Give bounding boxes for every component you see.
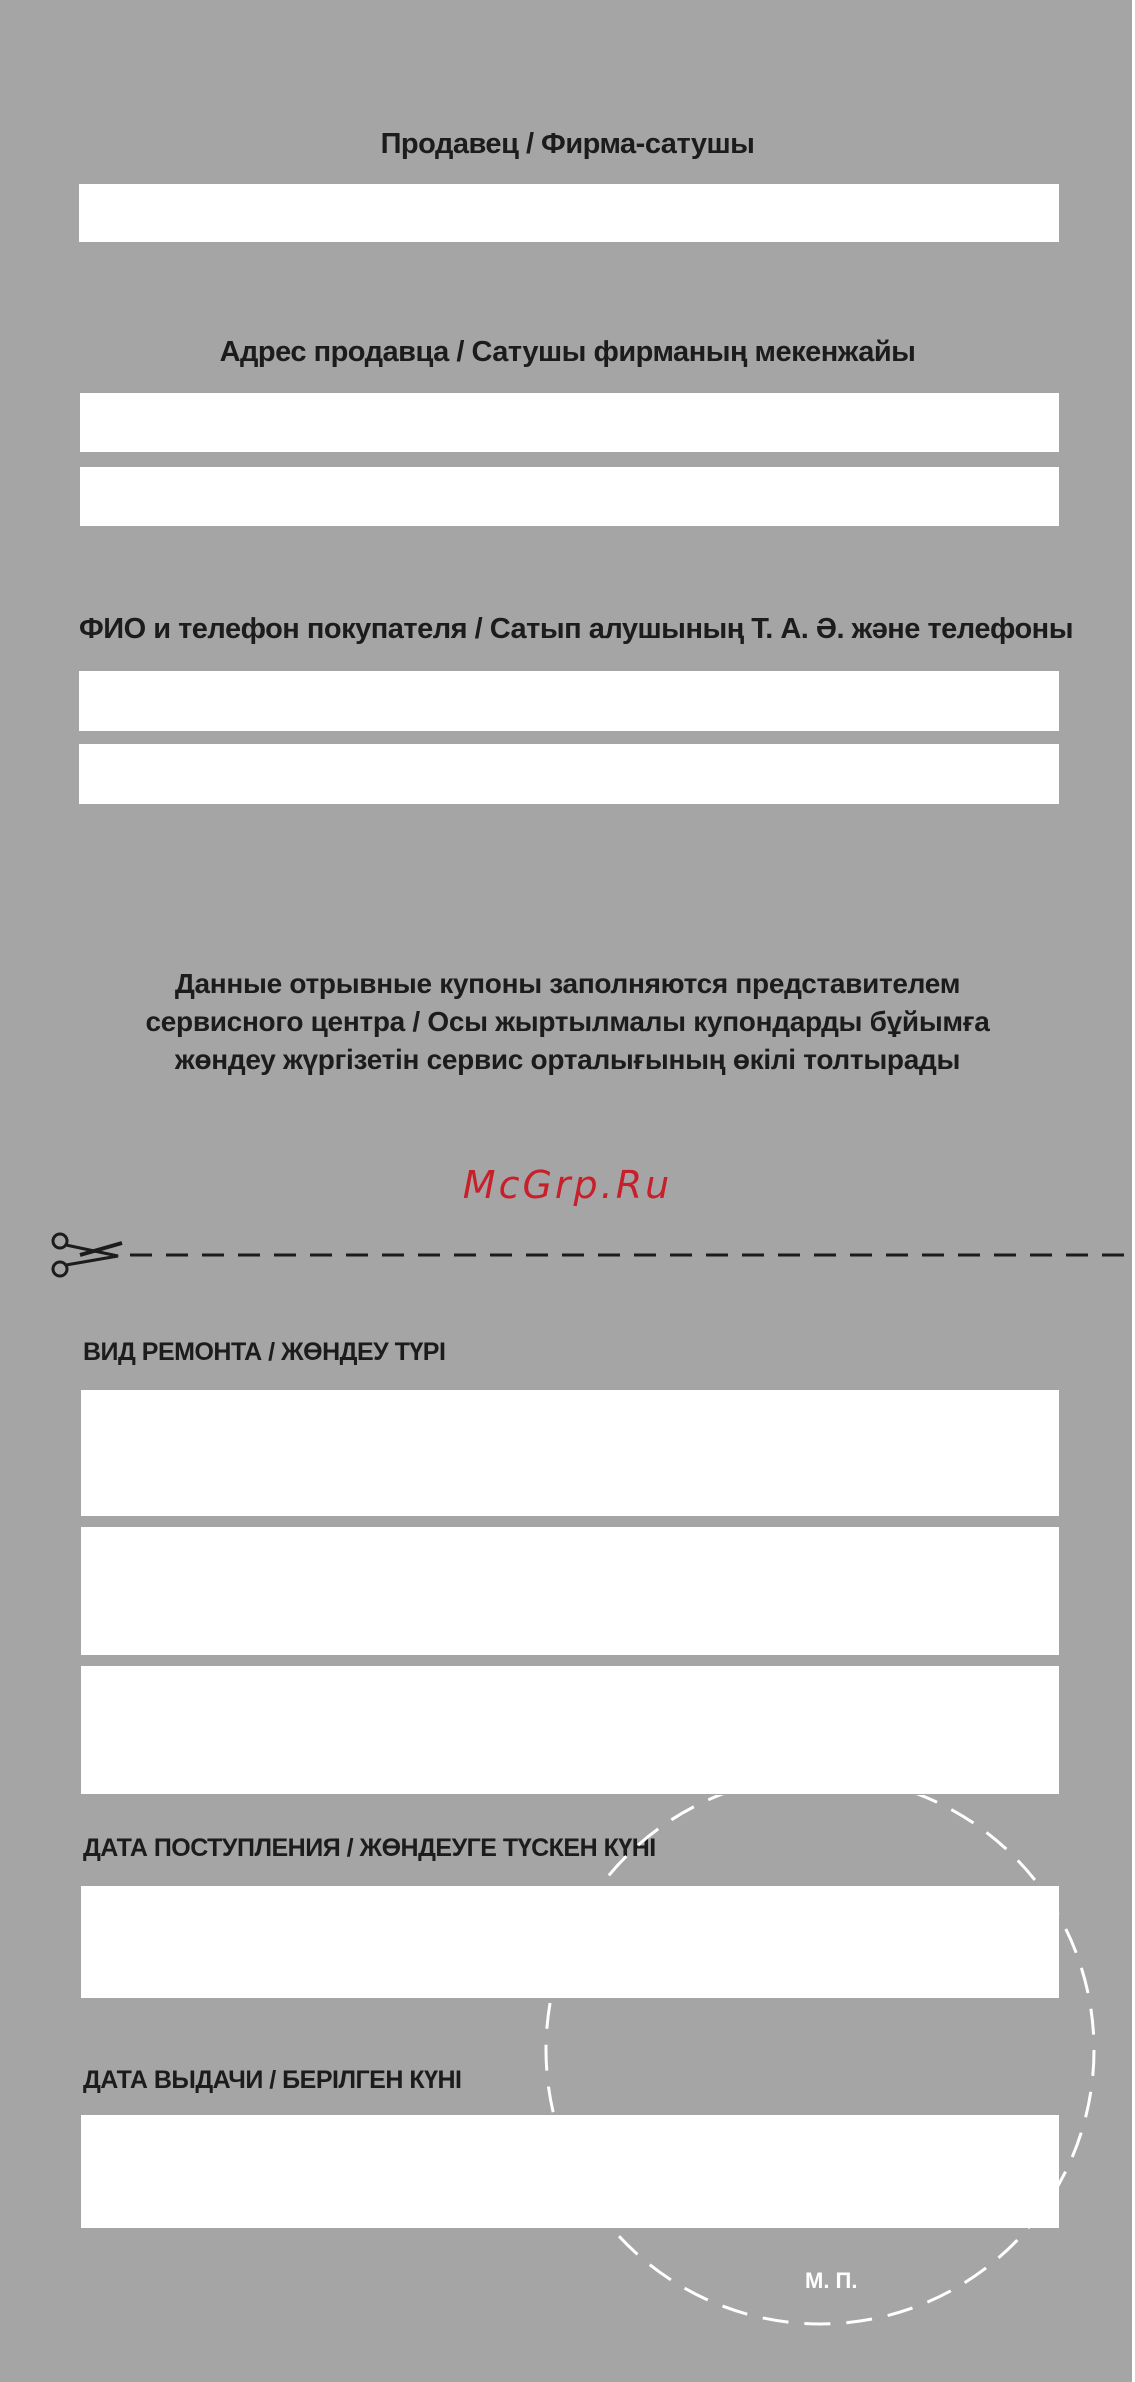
repair-type-field-3[interactable] [81, 1666, 1059, 1794]
cut-line [0, 1225, 1135, 1285]
buyer-label: ФИО и телефон покупателя / Сатып алушының Т. А. Ә. және телефоны [79, 613, 1073, 645]
date-received-label: ДАТА ПОСТУПЛЕНИЯ / ЖӨНДЕУГЕ ТҮСКЕН КҮНІ [83, 1834, 656, 1862]
seller-label: Продавец / Фирма-сатушы [380, 128, 755, 160]
notice-line-2: сервисного центра / Осы жыртылмалы купондарды бұйымға [145, 1006, 990, 1037]
buyer-field-2[interactable] [79, 744, 1059, 804]
date-issued-field[interactable] [81, 2115, 1059, 2228]
repair-type-field-1[interactable] [81, 1390, 1059, 1516]
seller-field[interactable] [79, 184, 1059, 242]
buyer-field-1[interactable] [79, 671, 1059, 731]
seller-address-label: Адрес продавца / Сатушы фирманың мекенжайы [219, 336, 916, 368]
repair-type-field-2[interactable] [81, 1527, 1059, 1655]
watermark: McGrp.Ru [462, 1163, 673, 1207]
stamp-circle [535, 1795, 1105, 2335]
date-issued-label: ДАТА ВЫДАЧИ / БЕРІЛГЕН КҮНІ [83, 2066, 462, 2094]
date-received-field[interactable] [81, 1886, 1059, 1998]
repair-type-label: ВИД РЕМОНТА / ЖӨНДЕУ ТҮРІ [83, 1338, 446, 1366]
seller-address-field-2[interactable] [80, 467, 1059, 526]
stamp-label: М. П. [805, 2268, 858, 2293]
coupon-notice [90, 965, 1045, 1079]
scissors-icon [53, 1234, 122, 1276]
notice-line-3: жөндеу жүргізетін сервис орталығының өкілі толтырады [174, 1044, 961, 1075]
seller-address-field-1[interactable] [80, 393, 1059, 452]
notice-line-1: Данные отрывные купоны заполняются представителем [174, 968, 961, 999]
